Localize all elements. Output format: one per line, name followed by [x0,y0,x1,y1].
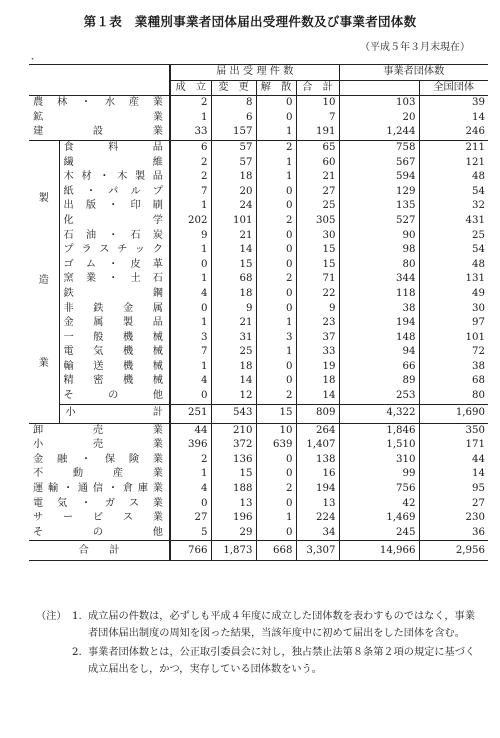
cell-associations: 89 [402,375,416,387]
cell-associations: 66 [402,360,416,372]
cell-total: 65 [296,140,339,155]
cell-associations: 567 [396,156,416,168]
cell-national: 68 [419,374,488,389]
cell-associations: 98 [402,244,416,256]
table-row [29,453,488,468]
cell-established: 4 [170,287,211,302]
cell-dissolved: 0 [256,360,296,375]
table-row [29,302,488,317]
cell-total: 10 [296,96,339,111]
header-corner-lower [29,80,170,96]
cell-total: 18 [296,374,339,389]
page-title: 第１表 業種別事業者団体届出受理件数及び事業者団体数 [83,14,417,29]
cell-national: 54 [419,185,488,200]
cell-changed: 372 [211,438,256,453]
cell-associations: 756 [396,483,416,495]
cell-associations: 253 [396,390,416,402]
cell-changed: 57 [211,156,256,171]
row-label: 卸売業 [29,423,170,438]
row-label: 鉄鋼 [63,287,163,299]
cell-national: 48 [419,170,488,185]
cell-national: 72 [419,345,488,360]
cell-changed: 20 [211,185,256,200]
cell-total: 3,307 [296,541,339,561]
cell-associations: 94 [402,346,416,358]
table-row [29,331,488,346]
cell-national: 97 [419,316,488,331]
table-row [29,243,488,258]
header-corner [29,65,170,81]
row-label: 窯業・土石 [63,273,163,285]
cell-changed: 543 [211,404,256,423]
col-associations-all [339,80,419,96]
table-row [29,111,488,126]
cell-changed: 31 [211,331,256,346]
cell-national: 49 [419,287,488,302]
table-row [29,287,488,302]
cell-changed: 14 [211,374,256,389]
cell-changed: 18 [211,360,256,375]
manufacturing-category-label [29,140,59,423]
cell-associations: 344 [396,273,416,285]
cell-national: 431 [419,214,488,229]
cell-dissolved: 0 [256,526,296,541]
cell-national: 121 [419,156,488,171]
cell-changed: 8 [211,96,256,111]
cell-established: 9 [170,229,211,244]
cell-national: 25 [419,229,488,244]
cell-total: 21 [296,170,339,185]
cell-established: 1 [170,467,211,482]
cell-established: 2 [170,96,211,111]
cell-established: 33 [170,125,211,140]
note-item [36,608,476,642]
table-row [29,258,488,273]
cell-total: 305 [296,214,339,229]
table-row [29,96,488,111]
table-row [29,389,488,404]
cell-associations: 1,846 [339,423,419,438]
table-row [29,438,488,453]
row-label: 電気・ガス業 [33,497,163,509]
cell-dissolved: 15 [256,404,296,423]
cell-national: 131 [419,272,488,287]
cell-total: 33 [296,345,339,360]
row-label: 農林・水産業 [33,97,163,109]
cell-total: 71 [296,272,339,287]
cell-established: 2 [170,453,211,468]
cell-dissolved: 1 [256,170,296,185]
row-label: 非鉄金属 [63,302,163,314]
cell-dissolved: 1 [256,511,296,526]
cell-national: 1,690 [419,404,488,423]
cell-total: 809 [296,404,339,423]
cell-total: 264 [296,423,339,438]
cell-total: 14 [296,389,339,404]
cell-associations: 758 [339,140,419,155]
cell-national: 32 [419,199,488,214]
cell-changed: 196 [211,511,256,526]
row-label: その他 [63,390,163,402]
cell-total: 7 [296,111,339,126]
cell-total: 37 [296,331,339,346]
cell-associations: 129 [396,185,416,197]
cell-changed: 57 [211,140,256,155]
cell-established: 4 [170,374,211,389]
row-label: 金融・保険業 [33,453,163,465]
table-row [29,526,488,541]
cell-dissolved: 639 [256,438,296,453]
col-dissolved: 解 散 [256,80,296,96]
row-label: 石油・石炭 [63,229,163,241]
cell-established: 0 [170,497,211,512]
table-row [29,170,488,185]
cell-national: 80 [419,389,488,404]
cell-established: 0 [170,389,211,404]
cell-national: 230 [419,511,488,526]
cell-associations: 194 [396,317,416,329]
row-label: 出版・印刷 [63,200,163,212]
cell-established: 1 [170,360,211,375]
cell-changed: 9 [211,302,256,317]
cell-total: 9 [296,302,339,317]
note-number: 2. [72,647,82,658]
cell-changed: 1,873 [211,541,256,561]
cell-changed: 188 [211,482,256,497]
cell-dissolved: 1 [256,316,296,331]
cell-total: 194 [296,482,339,497]
row-label: 運輸・通信・倉庫業 [33,483,163,495]
cell-dissolved: 3 [256,331,296,346]
cell-associations: 90 [402,229,416,241]
cell-total: 16 [296,467,339,482]
cell-changed: 21 [211,229,256,244]
cell-changed: 157 [211,125,256,140]
cell-changed: 15 [211,467,256,482]
table-row [29,185,488,200]
cell-associations: 80 [402,258,416,270]
cell-total: 224 [296,511,339,526]
row-label: サービス業 [33,512,163,524]
cell-changed: 15 [211,258,256,273]
subtotal-label: 小計 [59,404,170,423]
row-label: 金属製品 [63,317,163,329]
cell-total: 15 [296,243,339,258]
header-row-groups [29,65,488,81]
cell-associations: 118 [396,287,416,299]
cell-dissolved: 0 [256,111,296,126]
cell-established: 251 [170,404,211,423]
cell-established: 1 [170,243,211,258]
cell-total: 15 [296,258,339,273]
note-text: 事業者団体数とは，公正取引委員会に対し，独占禁止法第８条第２項の規定に基づく成立届出をし，かつ，実存している団体数をいう。 [88,647,476,675]
cell-associations: 99 [402,468,416,480]
cell-national: 171 [419,438,488,453]
header-associations: 事業者団体数 [339,65,488,81]
table-row [29,511,488,526]
cell-changed: 25 [211,345,256,360]
table-row [29,156,488,171]
cell-associations: 1,244 [386,126,416,138]
table-row [29,229,488,244]
notes-tag: （注） [36,611,67,622]
cell-national: 350 [419,423,488,438]
category-char: 業 [38,357,49,369]
note-item [36,644,476,678]
row-label: その他 [33,526,163,538]
cell-national: 36 [419,526,488,541]
row-label: 繊維 [63,156,163,168]
cell-total: 25 [296,199,339,214]
cell-national: 101 [419,331,488,346]
table-row [29,199,488,214]
cell-changed: 136 [211,453,256,468]
total-label: 合 計 [29,541,170,561]
cell-changed: 18 [211,170,256,185]
cell-associations: 245 [396,526,416,538]
cell-dissolved: 668 [256,541,296,561]
cell-national: 44 [419,453,488,468]
cell-changed: 13 [211,497,256,512]
cell-dissolved: 2 [256,214,296,229]
row-label: 鉱業 [33,111,163,123]
cell-established: 396 [170,438,211,453]
cell-associations: 103 [396,97,416,109]
cell-established: 1 [170,199,211,214]
cell-established: 0 [170,302,211,317]
cell-dissolved: 0 [256,302,296,317]
cell-total: 19 [296,360,339,375]
cell-total: 1,407 [296,438,339,453]
cell-dissolved: 0 [256,96,296,111]
cell-established: 3 [170,331,211,346]
corner-mark: ・ [28,55,38,65]
cell-established: 44 [170,423,211,438]
cell-total: 13 [296,497,339,512]
table-row [29,423,488,438]
row-label: 不動産業 [33,468,163,480]
cell-national: 14 [419,111,488,126]
cell-total: 23 [296,316,339,331]
table-row [29,345,488,360]
cell-national: 27 [419,497,488,512]
cell-established: 5 [170,526,211,541]
cell-changed: 12 [211,389,256,404]
table-row [29,374,488,389]
cell-dissolved: 0 [256,287,296,302]
table-row [29,316,488,331]
table-row [29,467,488,482]
table-row [29,272,488,287]
cell-associations: 20 [402,111,416,123]
table-row [29,482,488,497]
cell-national: 14 [419,467,488,482]
cell-established: 202 [170,214,211,229]
cell-established: 27 [170,511,211,526]
cell-established: 0 [170,258,211,273]
cell-established: 1 [170,316,211,331]
cell-dissolved: 1 [256,156,296,171]
cell-total: 22 [296,287,339,302]
cell-established: 1 [170,272,211,287]
cell-dissolved: 1 [256,345,296,360]
col-national: 全国団体 [419,80,488,96]
notes [36,608,476,678]
cell-changed: 14 [211,243,256,258]
cell-total: 27 [296,185,339,200]
cell-associations: 1,469 [386,512,416,524]
cell-changed: 18 [211,287,256,302]
row-label: ゴム・皮革 [63,258,163,270]
cell-national: 39 [419,96,488,111]
cell-dissolved: 2 [256,482,296,497]
cell-changed: 101 [211,214,256,229]
cell-total: 34 [296,526,339,541]
cell-changed: 6 [211,111,256,126]
cell-established: 7 [170,345,211,360]
cell-dissolved: 0 [256,497,296,512]
category-char: 製 [38,193,49,205]
cell-established: 7 [170,185,211,200]
cell-total: 30 [296,229,339,244]
row-label: 電気機械 [63,346,163,358]
row-label: 輸送機械 [63,360,163,372]
cell-associations: 148 [396,331,416,343]
row-label: 一般機械 [63,331,163,343]
cell-national: 48 [419,258,488,273]
cell-national: 211 [419,140,488,155]
cell-associations: 594 [396,171,416,183]
cell-dissolved: 2 [256,272,296,287]
cell-associations: 38 [402,302,416,314]
table-row [29,360,488,375]
table-row [29,497,488,512]
row-label: プラスチック [63,244,163,256]
cell-changed: 29 [211,526,256,541]
cell-dissolved: 2 [256,140,296,155]
cell-dissolved: 0 [256,229,296,244]
cell-changed: 210 [211,423,256,438]
cell-associations: 42 [402,497,416,509]
table-row [29,125,488,140]
cell-changed: 21 [211,316,256,331]
cell-associations: 135 [396,200,416,212]
cell-dissolved: 0 [256,467,296,482]
cell-established: 766 [170,541,211,561]
cell-national: 54 [419,243,488,258]
row-label: 建設業 [33,126,163,138]
cell-established: 2 [170,170,211,185]
cell-dissolved: 0 [256,243,296,258]
row-label: 食料品 [59,140,170,155]
cell-established: 1 [170,111,211,126]
col-total: 合 計 [296,80,339,96]
cell-associations: 14,966 [339,541,419,561]
cell-national: 38 [419,360,488,375]
cell-associations: 310 [396,453,416,465]
header-row-columns [29,80,488,96]
cell-national: 246 [419,125,488,140]
cell-changed: 68 [211,272,256,287]
cell-established: 6 [170,140,211,155]
cell-total: 60 [296,156,339,171]
row-label: 小売業 [33,439,163,451]
row-label: 木材・木製品 [63,171,163,183]
as-of-date: （平成５年３月末現在） [360,42,470,53]
category-char: 造 [38,275,49,287]
cell-dissolved: 10 [256,423,296,438]
cell-dissolved: 1 [256,125,296,140]
col-established: 成 立 [170,80,211,96]
subtotal-row [29,404,488,423]
col-changed: 変 更 [211,80,256,96]
cell-dissolved: 0 [256,199,296,214]
row-label: 化学 [63,214,163,226]
row-label: 紙・パルプ [63,185,163,197]
note-number: 1. [72,611,82,622]
note-text: 成立届の件数は，必ずしも平成４年度に成立した団体数を表わすものではなく，事業者団体届出制度の周知を図った結果，当該年度中に初めて届出をした団体を含む。 [88,611,475,639]
cell-national: 95 [419,482,488,497]
table-row [29,140,488,155]
cell-dissolved: 0 [256,258,296,273]
total-row [29,541,488,561]
cell-total: 138 [296,453,339,468]
cell-associations: 527 [396,214,416,226]
row-label: 精密機械 [63,375,163,387]
cell-established: 4 [170,482,211,497]
cell-changed: 24 [211,199,256,214]
cell-dissolved: 0 [256,374,296,389]
cell-national: 30 [419,302,488,317]
cell-associations: 4,322 [339,404,419,423]
association-table [29,64,488,561]
cell-associations: 1,510 [386,439,416,451]
cell-established: 2 [170,156,211,171]
cell-national: 2,956 [419,541,488,561]
cell-total: 191 [296,125,339,140]
cell-dissolved: 2 [256,389,296,404]
cell-dissolved: 0 [256,185,296,200]
cell-dissolved: 0 [256,453,296,468]
table-row [29,214,488,229]
header-notifications: 届 出 受 理 件 数 [170,65,339,81]
